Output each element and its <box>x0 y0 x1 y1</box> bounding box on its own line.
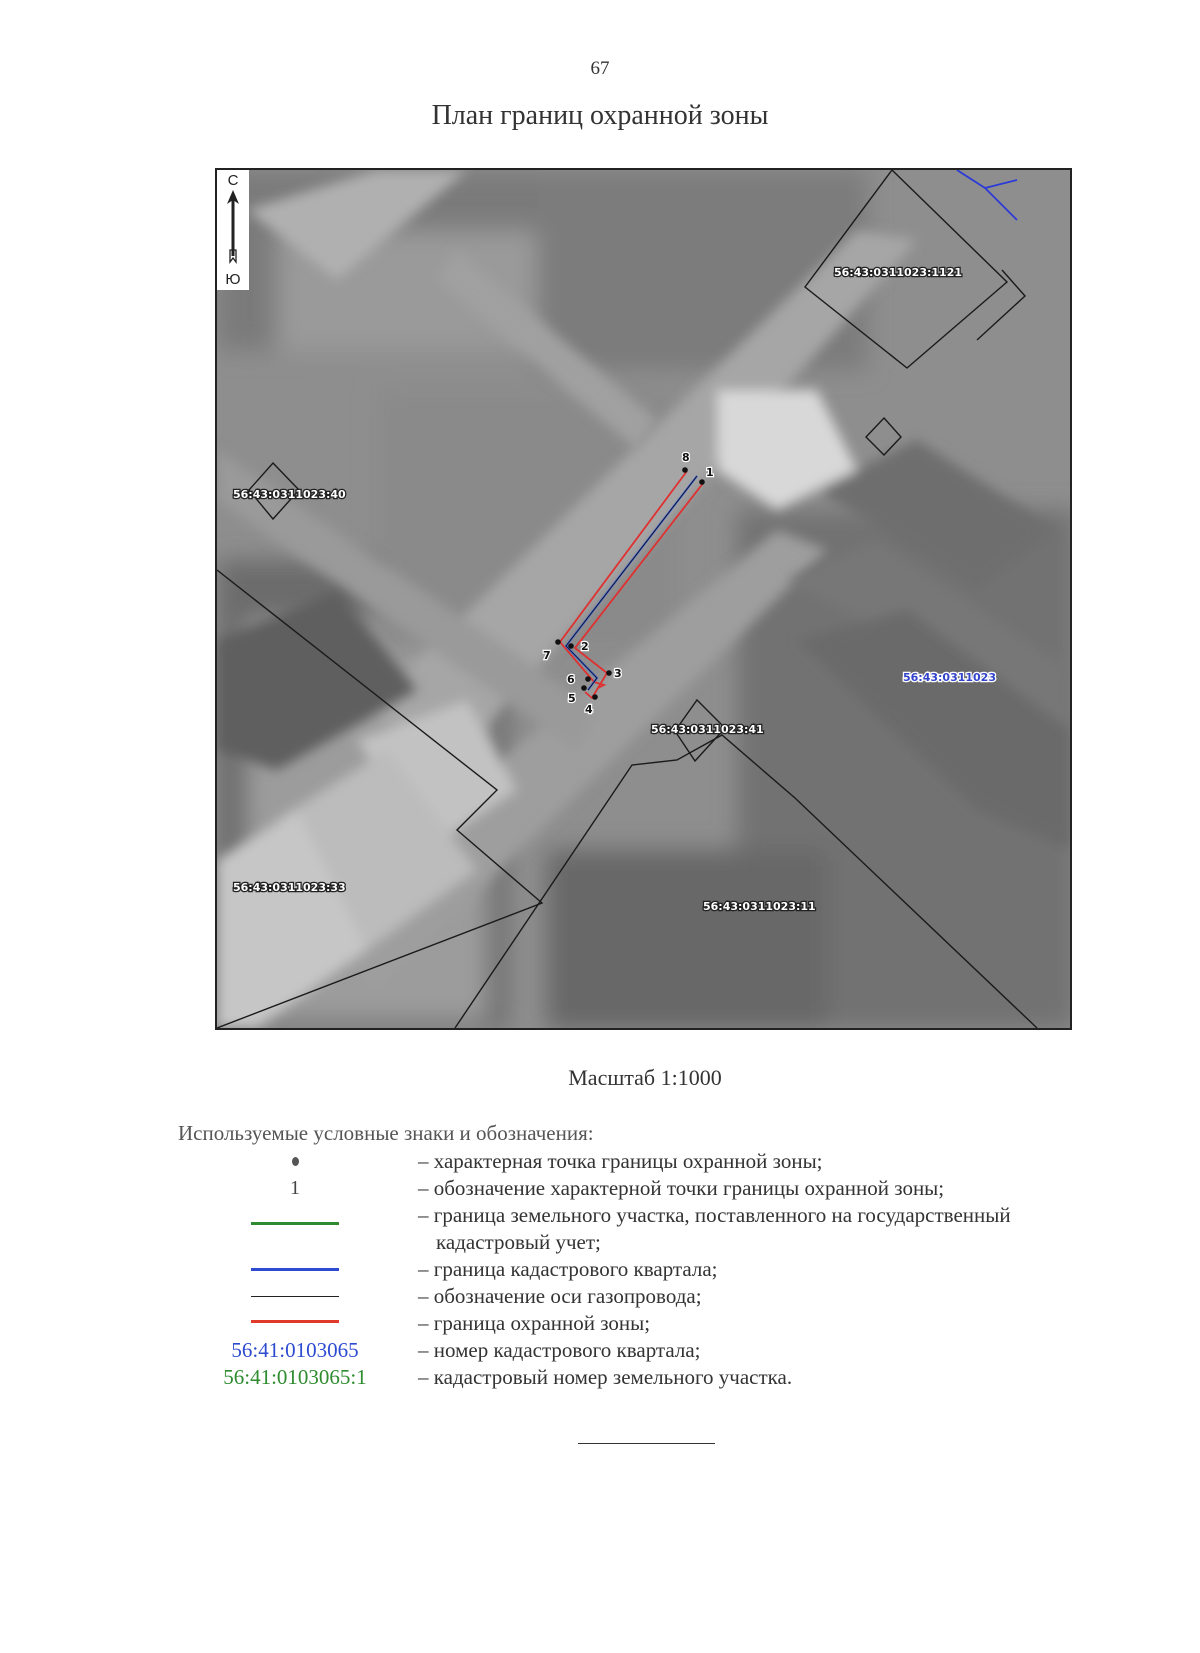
label-parcel-40: 56:43:0311023:40 <box>233 488 346 501</box>
legend-text: – обозначение характерной точки границы охранной зоны; <box>418 1176 945 1200</box>
point-label-3: 3 <box>614 667 622 680</box>
footer-rule <box>578 1443 715 1444</box>
south-label: Ю <box>225 271 241 288</box>
legend-symbol-point <box>200 1148 390 1174</box>
red-line-icon <box>251 1320 339 1323</box>
point-dot-icon <box>292 1157 299 1166</box>
north-arrow-icon <box>225 190 241 268</box>
legend-row <box>0 1202 1200 1228</box>
north-label: С <box>227 172 239 189</box>
legend-parcel-code: 56:41:0103065:1 <box>223 1364 367 1389</box>
legend-row <box>0 1310 1200 1336</box>
north-arrow-box <box>217 170 249 290</box>
point-marker <box>555 639 561 645</box>
point-label-4: 4 <box>585 703 593 716</box>
legend-text: – кадастровый номер земельного участка. <box>418 1365 793 1389</box>
point-label-7: 7 <box>543 649 551 662</box>
label-parcel-1121: 56:43:0311023:1121 <box>834 266 963 279</box>
blue-line-icon <box>251 1268 339 1271</box>
legend-text: – граница кадастрового квартала; <box>418 1257 718 1281</box>
label-parcel-11: 56:43:0311023:11 <box>703 900 816 913</box>
legend-row <box>0 1337 1200 1363</box>
legend-text: – характерная точка границы охранной зоны; <box>418 1149 823 1173</box>
legend-symbol-number <box>200 1175 390 1201</box>
legend-row <box>0 1175 1200 1201</box>
point-label-2: 2 <box>581 640 589 653</box>
legend-row <box>0 1256 1200 1282</box>
legend-quarter-code: 56:41:0103065 <box>231 1337 359 1362</box>
page-title: План границ охранной зоны <box>431 100 769 131</box>
legend-row <box>0 1283 1200 1309</box>
legend-symbol-quarter-code <box>200 1337 390 1363</box>
point-marker <box>585 676 591 682</box>
point-label-5: 5 <box>568 692 576 705</box>
point-label-6: 6 <box>567 673 575 686</box>
point-marker <box>699 479 705 485</box>
green-line-icon <box>251 1222 339 1225</box>
point-marker <box>682 467 688 473</box>
page-number: 67 <box>590 58 610 79</box>
legend-row <box>0 1229 1200 1255</box>
legend-text-continued: кадастровый учет; <box>436 1230 601 1254</box>
point-label-8: 8 <box>682 451 690 464</box>
label-parcel-33: 56:43:0311023:33 <box>233 881 346 894</box>
point-marker <box>568 643 574 649</box>
label-parcel-41: 56:43:0311023:41 <box>651 723 764 736</box>
legend-symbol-quarter-line <box>200 1256 390 1282</box>
legend-row <box>0 1364 1200 1390</box>
label-quarter: 56:43:0311023 <box>903 671 996 684</box>
black-line-icon <box>251 1296 339 1297</box>
legend-heading: Используемые условные знаки и обозначения: <box>178 1121 594 1145</box>
legend-symbol-axis-line <box>200 1283 390 1309</box>
aerial-photo <box>217 170 1070 1028</box>
legend-symbol-parcel-line <box>200 1202 390 1228</box>
point-marker <box>581 685 587 691</box>
legend-text: – граница земельного участка, поставленного на государственный <box>418 1203 1011 1227</box>
legend-text: – обозначение оси газопровода; <box>418 1284 702 1308</box>
legend-text: – номер кадастрового квартала; <box>418 1338 701 1362</box>
cadastral-map <box>215 168 1072 1030</box>
point-label-1: 1 <box>706 466 714 479</box>
legend-number: 1 <box>290 1176 300 1199</box>
legend-symbol-zone-line <box>200 1310 390 1336</box>
legend-row <box>0 1148 1200 1174</box>
point-marker <box>606 670 612 676</box>
point-marker <box>592 694 598 700</box>
map-scale: Масштаб 1:1000 <box>568 1065 722 1090</box>
legend-symbol-parcel-code <box>200 1364 390 1390</box>
legend-text: – граница охранной зоны; <box>418 1311 651 1335</box>
